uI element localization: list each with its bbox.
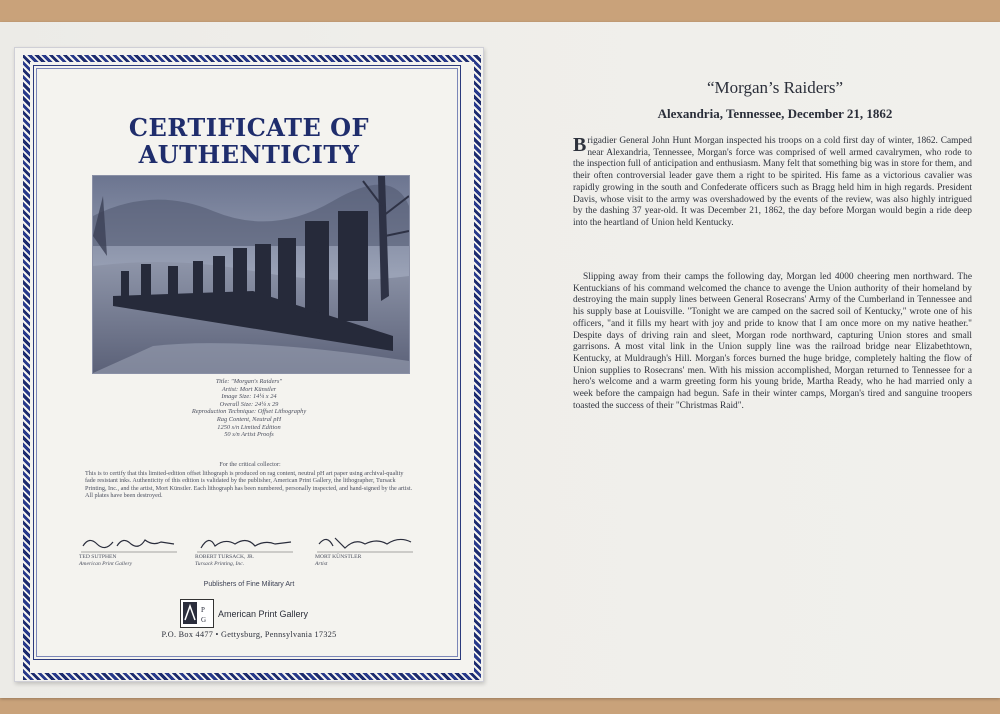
certificate-title: AUTHENTICITY — [138, 140, 360, 169]
collector-heading: For the critical collector: — [219, 461, 281, 468]
signatory-name: ROBERT TURSACK, JR. — [195, 554, 255, 560]
signature-robert-tursack — [195, 532, 295, 554]
collector-statement: This is to certify that this limited-edition offset lithograph is produced on rag content, neutral pH art paper using archival-quality fade resistant inks. Authenticity of this edition is validated by the publisher, American Print Gallery, the lithographer, Tursack Printing, Inc., and the artist, Mort Künstler. Each lithograph has been numbered, personally inspected, and hand-signed by the artist. All plates have been destroyed. — [85, 470, 413, 500]
signature-ted-sutphen — [79, 532, 179, 554]
signatory-name: TED SUTPHEN — [79, 554, 117, 560]
detail-line: 1250 s/n Limited Edition — [217, 423, 281, 431]
signature-block — [79, 532, 179, 568]
signature-block — [315, 532, 415, 568]
detail-line: Title: "Morgan's Raiders" — [215, 378, 283, 385]
story-paragraph-2: Slipping away from their camps the following day, Morgan led 4000 cheering men northward. The Kentuckians of his command welcomed the chance to avenge the Union authority of their homeland by destroying the main supply lines between General Rosecrans' Army of the Cumberland in Tennessee and his supply base at Louisville. "Tonight we are camped on the sacred soil of Kentucky," wrote one of his officers, "and it fills my heart with joy and pride to know that I am once more on my native heather." Despite days of driving rain and sleet, Morgan rode northward, capturing Union stores and small garrisons. A most vital link in the Union supply line was the railroad bridge near Elizabethtown, Kentucky, at Muldraugh's Hill. Morgan's forces burned the huge bridge, completely halting the flow of Union supplies to Rosecrans' men. With his mission accomplished, Morgan returned to Tennessee for a hero's welcome and a warm greeting form his young bride, Martha Ready, who he had married only a week before the campaign had begun. Safe in their winter camps, Morgan's tired and sanguine troopers toasted the success of their "Christmas Raid". — [573, 272, 972, 411]
signatory-role: Artist — [315, 561, 328, 567]
signatory-name: MORT KÜNSTLER — [315, 554, 362, 560]
paragraph-text: rigadier General John Hunt Morgan inspected his troops on a cold first day of winter, 1862. Camped near Alexandria, Tennessee, Morgan's force was comprised of well armed cavalrymen, who rode to the inspection full of anticipation and enthusiasm. Many felt that something big was in store for them, and their often controversial leader gave them a right to be spirited. His fame as a victorious cavalier was rapidly growing in the south and Confederate officers such as Bragg held him in high regards. President Davis, whose visit to the army was overshadowed by the events of the review, was also highly intrigued by the dashing 37 year-old. It was December 21, 1862, the day before Morgan would begin a ride deep into the heartland of Union held Kentucky. — [573, 136, 972, 228]
svg-text:P: P — [201, 606, 205, 614]
detail-line: Artist: Mort Künstler — [221, 385, 277, 393]
painting-image — [92, 175, 410, 374]
detail-line: Rag Content, Neutral pH — [216, 415, 282, 423]
signature-mort-kunstler — [315, 532, 415, 554]
print-details — [15, 378, 483, 439]
story-subtitle: Alexandria, Tennessee, December 21, 1862 — [657, 106, 893, 121]
detail-line: Reproduction Technique: Offset Lithography — [191, 408, 307, 416]
gallery-name: American Print Gallery — [218, 609, 309, 619]
certificate-card — [14, 47, 484, 682]
detail-line: Overall Size: 24¼ x 29 — [219, 400, 279, 408]
svg-text:G: G — [201, 616, 207, 624]
detail-line: 50 s/n Artist Proofs — [224, 431, 274, 439]
certificate-title: CERTIFICATE OF — [128, 113, 370, 142]
signatory-role: Tursack Printing, Inc. — [195, 561, 245, 567]
gallery-logo — [180, 599, 214, 628]
gallery-address: P.O. Box 4477 • Gettysburg, Pennsylvania 17325 — [161, 630, 337, 639]
detail-line: Image Size: 14¼ x 24 — [221, 393, 277, 401]
story-paragraph-1 — [573, 136, 972, 230]
print-sheet — [0, 22, 1000, 698]
drop-cap: B — [573, 134, 587, 156]
signatory-role: American Print Gallery — [79, 561, 133, 567]
signature-block — [195, 532, 295, 568]
story-title: “Morgan’s Raiders” — [706, 78, 844, 97]
publishers-line: Publishers of Fine Military Art — [203, 581, 295, 588]
